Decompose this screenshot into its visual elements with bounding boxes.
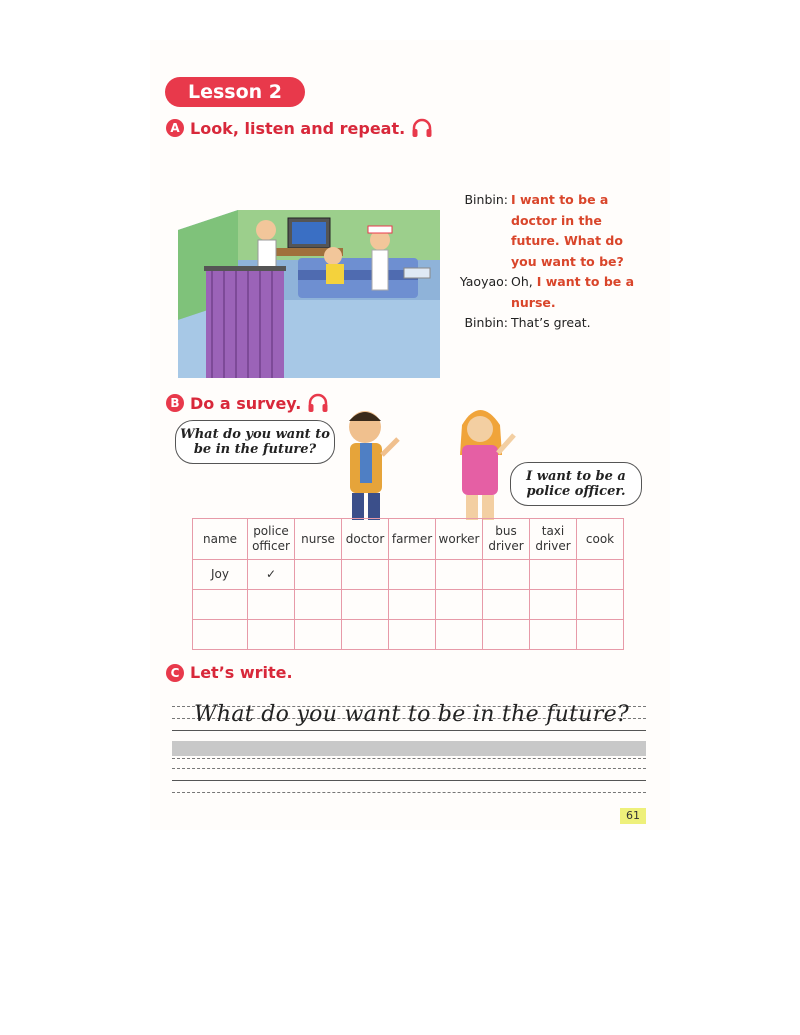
section-c-badge: C bbox=[166, 664, 184, 682]
table-cell[interactable] bbox=[577, 560, 624, 590]
speech-highlight: I want to be a nurse. bbox=[511, 274, 635, 310]
dialogue-line bbox=[448, 190, 648, 272]
table-cell[interactable] bbox=[342, 620, 389, 650]
speech-bubble-question: What do you want to be in the future? bbox=[175, 420, 335, 464]
section-b-heading bbox=[166, 393, 329, 413]
table-cell[interactable] bbox=[530, 590, 577, 620]
column-header: doctor bbox=[342, 519, 389, 560]
headphones-icon[interactable] bbox=[411, 118, 433, 138]
table-cell[interactable] bbox=[577, 590, 624, 620]
guide-line bbox=[172, 792, 646, 793]
table-cell[interactable] bbox=[295, 620, 342, 650]
section-c-heading bbox=[166, 663, 293, 682]
column-header: worker bbox=[436, 519, 483, 560]
survey-table bbox=[192, 518, 624, 650]
shaded-band bbox=[172, 741, 646, 756]
table-cell[interactable] bbox=[295, 560, 342, 590]
sample-sentence: What do you want to be in the future? bbox=[194, 702, 629, 727]
column-header: name bbox=[193, 519, 248, 560]
table-cell[interactable] bbox=[436, 590, 483, 620]
table-cell[interactable]: Joy bbox=[193, 560, 248, 590]
table-cell[interactable] bbox=[342, 560, 389, 590]
speaker-label: Binbin: bbox=[464, 192, 508, 207]
table-cell[interactable] bbox=[248, 590, 295, 620]
table-cell[interactable] bbox=[193, 590, 248, 620]
table-cell[interactable] bbox=[193, 620, 248, 650]
table-cell[interactable] bbox=[530, 560, 577, 590]
handwriting-lines bbox=[172, 700, 646, 800]
table-cell[interactable] bbox=[342, 590, 389, 620]
table-cell[interactable]: ✓ bbox=[248, 560, 295, 590]
table-cell[interactable] bbox=[295, 590, 342, 620]
section-c-title: Let’s write. bbox=[190, 663, 293, 682]
column-header: police officer bbox=[248, 519, 295, 560]
table-row bbox=[193, 560, 624, 590]
section-a-heading bbox=[166, 118, 433, 138]
baseline bbox=[172, 730, 646, 731]
table-cell[interactable] bbox=[436, 560, 483, 590]
table-header-row bbox=[193, 519, 624, 560]
column-header: farmer bbox=[389, 519, 436, 560]
table-cell[interactable] bbox=[389, 620, 436, 650]
speech-bubble-answer: I want to be a police officer. bbox=[510, 462, 642, 506]
hospital-room-illustration bbox=[178, 200, 440, 378]
speech-plain: Oh, bbox=[511, 274, 537, 289]
speaker-label: Yaoyao: bbox=[459, 274, 508, 289]
table-cell[interactable] bbox=[389, 560, 436, 590]
speaker-label: Binbin: bbox=[464, 315, 508, 330]
table-row bbox=[193, 590, 624, 620]
table-cell[interactable] bbox=[483, 620, 530, 650]
column-header: cook bbox=[577, 519, 624, 560]
speech-text bbox=[511, 272, 648, 313]
baseline bbox=[172, 780, 646, 781]
table-row bbox=[193, 620, 624, 650]
page-number: 61 bbox=[620, 808, 646, 824]
dialogue bbox=[448, 190, 648, 334]
section-b-badge: B bbox=[166, 394, 184, 412]
table-cell[interactable] bbox=[483, 560, 530, 590]
guide-line bbox=[172, 768, 646, 769]
dialogue-line bbox=[448, 313, 648, 334]
column-header: taxi driver bbox=[530, 519, 577, 560]
speech-text: That’s great. bbox=[511, 315, 591, 330]
headphones-icon[interactable] bbox=[307, 393, 329, 413]
table-cell[interactable] bbox=[389, 590, 436, 620]
section-b-title: Do a survey. bbox=[190, 393, 302, 413]
table-cell[interactable] bbox=[577, 620, 624, 650]
column-header: bus driver bbox=[483, 519, 530, 560]
table-cell[interactable] bbox=[483, 590, 530, 620]
lesson-title: Lesson 2 bbox=[165, 77, 305, 107]
dialogue-line bbox=[448, 272, 648, 313]
section-a-title: Look, listen and repeat. bbox=[190, 118, 406, 138]
section-a-badge: A bbox=[166, 119, 184, 137]
column-header: nurse bbox=[295, 519, 342, 560]
table-cell[interactable] bbox=[530, 620, 577, 650]
speech-text: I want to be a doctor in the future. What do you want to be? bbox=[511, 192, 624, 269]
children-illustration bbox=[330, 395, 530, 520]
guide-line bbox=[172, 758, 646, 759]
table-cell[interactable] bbox=[436, 620, 483, 650]
table-cell[interactable] bbox=[248, 620, 295, 650]
